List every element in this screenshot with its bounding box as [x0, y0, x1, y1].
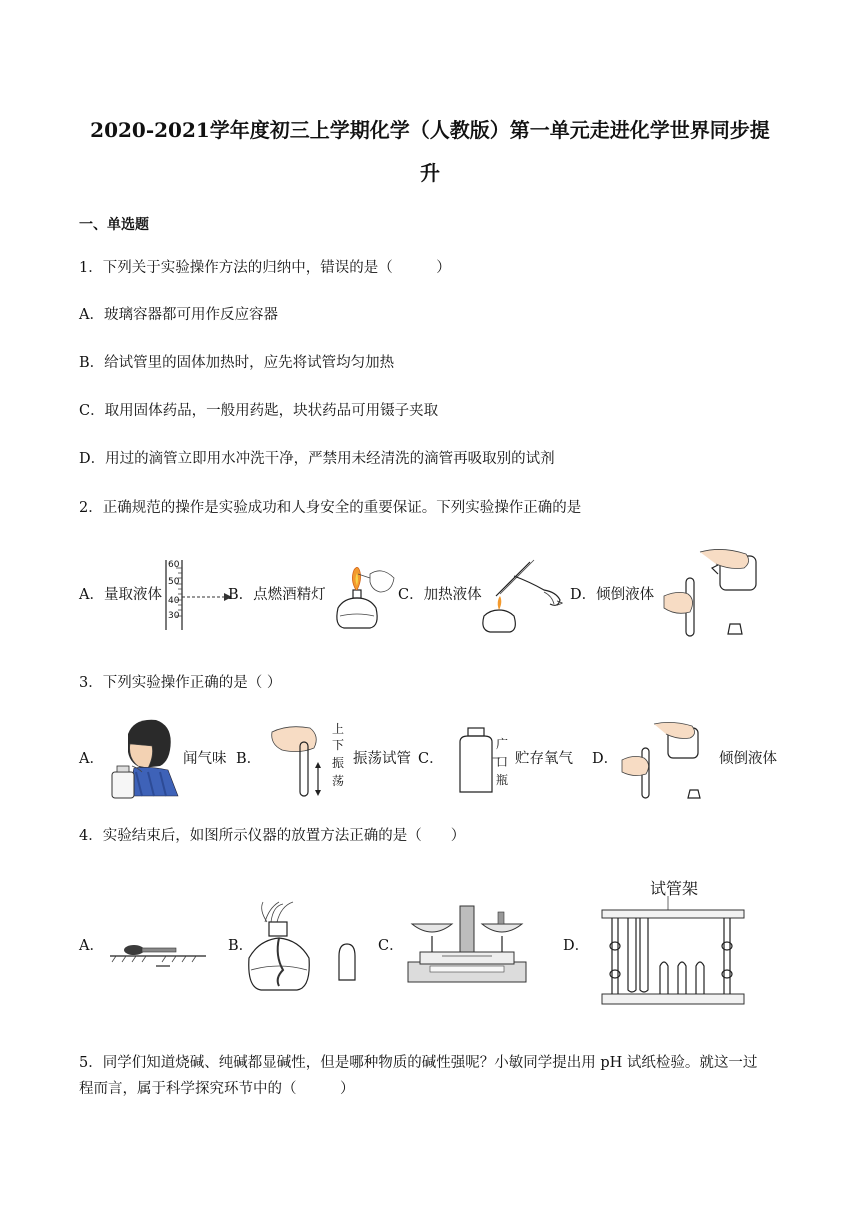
q3-option-b: B． [236, 751, 262, 767]
q1-option-c: C．取用固体药品，一般用药匙，块状药品可用镊子夹取 [79, 403, 439, 419]
q3-option-d-text: 倾倒液体 [719, 751, 777, 767]
test-tube-rack-figure [598, 896, 748, 1008]
q5-stem-line1: 5．同学们知道烧碱、纯碱都显碱性，但是哪种物质的碱性强呢？小敏同学提出用 pH 试纸检验。就这一过 [79, 1055, 758, 1071]
q3-option-d: D． [592, 751, 619, 767]
heating-liquid-figure [480, 556, 572, 636]
document-title-line1: 2020-2021学年度初三上学期化学（人教版）第一单元走进化学世界同步提 [90, 118, 770, 142]
alcohol-lamp-cap-off-figure [245, 900, 365, 996]
bottle-annotation-3: 瓶 [496, 773, 509, 787]
balance-figure [402, 900, 532, 988]
q1-option-a: A．玻璃容器都可用作反应容器 [79, 307, 278, 323]
q4-option-b: B． [228, 938, 254, 954]
q3-option-a: A． [79, 751, 104, 767]
q4-option-d: D． [563, 938, 590, 954]
q4-option-c: C． [378, 938, 404, 954]
q1-option-b: B．给试管里的固体加热时，应先将试管均匀加热 [79, 355, 395, 371]
shaking-tube-figure [266, 722, 334, 798]
q2-option-a: A．量取液体 [79, 587, 162, 603]
test-tube-rack-label: 试管架 [650, 879, 699, 898]
q1-stem: 1．下列关于实验操作方法的归纳中，错误的是（ ） [79, 260, 451, 276]
svg-text:>: > [556, 599, 564, 609]
shake-annotation-2: 下 [332, 738, 345, 752]
section-heading: 一、单选题 [79, 217, 149, 233]
document-title-line2: 升 [420, 161, 440, 185]
shake-annotation-4: 荡 [332, 774, 345, 788]
q3-option-a-text: 闻气味 [183, 751, 227, 767]
q2-stem: 2．正确规范的操作是实验成功和人身安全的重要保证。下列实验操作正确的是 [79, 500, 582, 516]
q3-stem: 3．下列实验操作正确的是（ ） [79, 675, 282, 691]
graduated-cylinder-figure [150, 556, 240, 634]
q3-option-c: C． [418, 751, 444, 767]
pouring-liquid-figure [660, 546, 770, 642]
cylinder-tick-60: 60 [168, 560, 180, 570]
q2-option-c: C．加热液体 [398, 587, 482, 603]
shake-annotation-1: 上 [332, 722, 345, 736]
q2-option-d: D．倾倒液体 [570, 587, 655, 603]
dropper-on-table-figure [108, 938, 208, 970]
shake-annotation-3: 振 [332, 756, 345, 770]
alcohol-lamp-lighting-figure [330, 556, 400, 634]
bottle-annotation-2: 口 [496, 755, 509, 769]
cylinder-tick-30: 30 [168, 611, 180, 621]
bottle-annotation-1: 广 [496, 737, 509, 751]
q4-option-a: A． [79, 938, 104, 954]
q2-option-b: B．点燃酒精灯 [228, 587, 326, 603]
q3-option-b-text: 振荡试管 [353, 751, 411, 767]
q5-stem-line2: 程而言，属于科学探究环节中的（ ） [79, 1081, 355, 1097]
q1-option-d: D．用过的滴管立即用水冲洗干净，严禁用未经清洗的滴管再吸取别的试剂 [79, 451, 555, 467]
smelling-boy-figure [108, 716, 180, 798]
cylinder-tick-40: 40 [168, 596, 180, 606]
cylinder-tick-50: 50 [168, 577, 180, 587]
q4-stem: 4．实验结束后，如图所示仪器的放置方法正确的是（ ） [79, 828, 466, 844]
pouring-liquid-figure-2 [620, 720, 712, 802]
q3-option-c-text: 贮存氧气 [515, 751, 573, 767]
